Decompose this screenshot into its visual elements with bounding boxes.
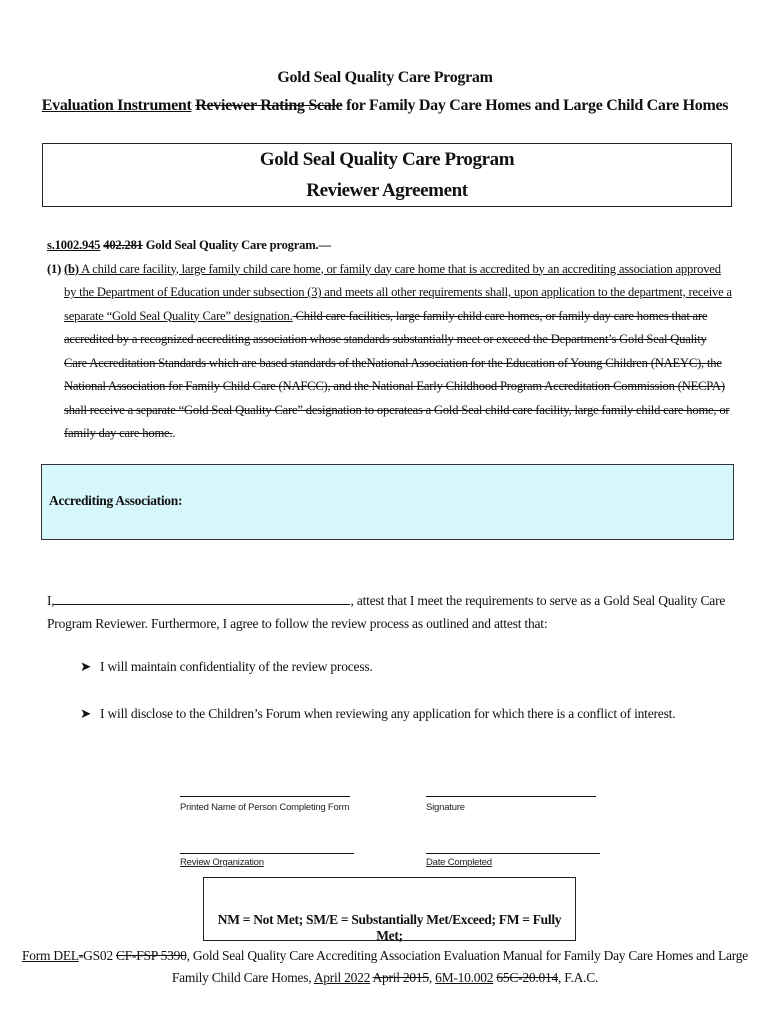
attest-after-blank: , attest that I meet the requirements to serve as a Gold Seal Quality Care <box>350 593 726 608</box>
footer-form-code: GS02 <box>83 948 116 963</box>
statute-section <box>47 234 732 446</box>
footer-form-label: Form DEL <box>21 948 79 963</box>
statute-struck-text: Child care facilities, large family child care homes, or family day care homes that are accredited by a recognized accrediting association whose standards substantially meet or exceed the Department’s Gold Seal Quality Care Accreditation Standards which are based standards of theNational Association for the Education of Young Children (NAEYC), the National Association for Family Child Care (NAFCC), and the National Early Childhood Program Accreditation Commission (NECPA) shall receive a separate “Gold Seal Quality Care” designation to operateas a Gold Seal child care facility, large family child care home, or family day care home. <box>64 308 730 440</box>
statute-heading <box>47 234 732 258</box>
arrow-bullet-icon: ➤ <box>80 706 92 721</box>
agreement-title-box <box>42 143 732 207</box>
printed-name-line[interactable] <box>180 796 350 797</box>
form-footer <box>0 945 770 989</box>
attestation-paragraph <box>47 589 737 635</box>
statute-section-new: s.1002.945 <box>47 238 101 252</box>
subtitle-struck: Reviewer Rating Scale <box>195 97 343 114</box>
rating-legend-text: NM = Not Met; SM/E = Substantially Met/Exceed; FM = Fully Met; <box>217 912 562 943</box>
signature-label: Signature <box>426 802 465 813</box>
bullet-text: I will maintain confidentiality of the review process. <box>100 659 373 674</box>
arrow-bullet-icon: ➤ <box>80 659 92 674</box>
attest-line2-comma: , <box>216 616 220 631</box>
signature-line[interactable] <box>426 796 596 797</box>
statute-section-old: 402.281 <box>103 238 143 252</box>
footer-sep: , <box>428 970 436 985</box>
accrediting-association-box[interactable] <box>41 464 734 540</box>
footer-line1 <box>0 945 770 967</box>
statute-paragraph <box>47 258 732 446</box>
footer-tail: , F.A.C. <box>558 970 599 985</box>
rating-legend-box <box>203 877 576 941</box>
bullet-item-disclosure <box>80 706 675 722</box>
date-completed-label: Date Completed <box>426 857 492 868</box>
printed-name-label: Printed Name of Person Completing Form <box>180 802 350 813</box>
footer-rule-new: 6M-10.002 <box>435 970 494 985</box>
accrediting-association-label: Accrediting Association: <box>49 493 183 508</box>
footer-line2-a: Family Child Care Homes, <box>171 970 314 985</box>
document-subtitle <box>0 97 770 115</box>
bullet-item-confidentiality <box>80 659 373 675</box>
statute-para-prefix: (1) <box>47 261 65 276</box>
footer-date-new: April 2022 <box>313 970 371 985</box>
footer-desc: , Gold Seal Quality Care Accrediting Association Evaluation Manual for Family Day Care Homes and Large <box>186 948 749 963</box>
review-organization-label: Review Organization <box>180 857 264 868</box>
subtitle-rest: for Family Day Care Homes and Large Child Care Homes <box>342 97 729 114</box>
statute-para-end: . <box>172 426 176 440</box>
agreement-box-line2: Reviewer Agreement <box>306 180 468 201</box>
review-organization-line[interactable] <box>180 853 354 854</box>
statute-section-title: Gold Seal Quality Care program.— <box>142 238 331 252</box>
footer-rule-old: 65C-20.014 <box>496 970 559 985</box>
subtitle-underlined: Evaluation Instrument <box>41 97 192 114</box>
attest-prefix: I, <box>47 593 55 608</box>
footer-line2 <box>0 967 770 989</box>
footer-date-old: April 2015 <box>372 970 429 985</box>
footer-form-old: CF-FSP 5390 <box>116 948 187 963</box>
statute-para-label: (b) <box>64 261 79 276</box>
agreement-box-line1: Gold Seal Quality Care Program <box>259 149 515 170</box>
bullet-text: I will disclose to the Children’s Forum when reviewing any application for which there is a conflict of interest. <box>100 706 676 721</box>
date-completed-line[interactable] <box>426 853 600 854</box>
statute-new-text: A child care facility, large family child care home, or family day care home that is accredited by an accrediting association approved by the Department of Education under subsection (3) and meets all other requirements shall, upon application to the department, receive a separate “Gold Seal Quality Care” designation. <box>64 261 732 323</box>
attest-line2-a: Program Reviewer. Furthermore <box>47 616 217 631</box>
footer-form-dash: - <box>78 948 84 963</box>
document-title: Gold Seal Quality Care Program <box>277 69 493 86</box>
attest-line2-b: I agree to follow the review process as outlined and attest that: <box>219 616 548 631</box>
reviewer-name-blank[interactable] <box>54 590 350 605</box>
